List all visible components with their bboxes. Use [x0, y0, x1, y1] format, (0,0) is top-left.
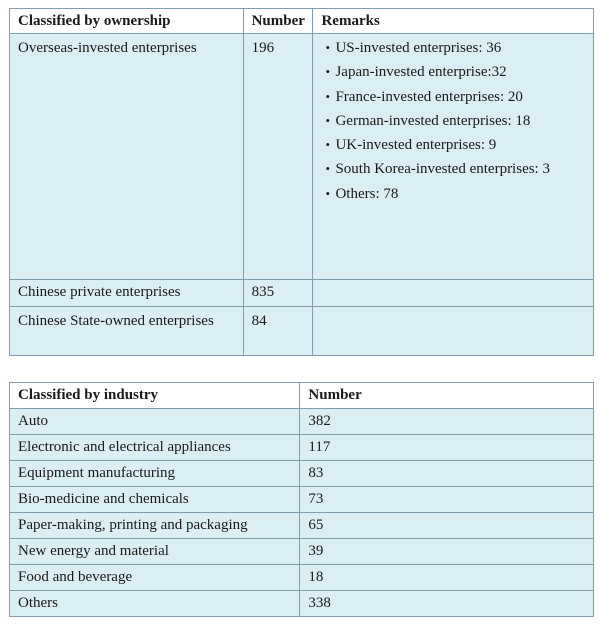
industry-name: New energy and material [10, 539, 300, 565]
ownership-number: 84 [243, 307, 313, 356]
ownership-remarks [313, 34, 594, 280]
table-row [10, 34, 594, 280]
table-row [10, 461, 594, 487]
industry-name: Others [10, 591, 300, 617]
header-classified-by-ownership: Classified by ownership [10, 9, 244, 34]
header-number: Number [243, 9, 313, 34]
list-item: • German-invested enterprises: 18 [325, 109, 585, 133]
industry-number: 65 [300, 513, 594, 539]
industry-name: Food and beverage [10, 565, 300, 591]
industry-name: Bio-medicine and chemicals [10, 487, 300, 513]
industry-number: 83 [300, 461, 594, 487]
table-row [10, 409, 594, 435]
list-item: • Others: 78 [325, 182, 585, 206]
industry-number: 117 [300, 435, 594, 461]
ownership-remarks [313, 280, 594, 307]
table-row [10, 487, 594, 513]
ownership-header-row [10, 9, 594, 34]
table-row [10, 539, 594, 565]
ownership-category: Overseas-invested enterprises [10, 34, 244, 280]
table-row [10, 591, 594, 617]
ownership-number: 835 [243, 280, 313, 307]
industry-number: 18 [300, 565, 594, 591]
ownership-table [9, 8, 594, 356]
list-item: • US-invested enterprises: 36 [325, 36, 585, 60]
ownership-remarks [313, 307, 594, 356]
list-item: • South Korea-invested enterprises: 3 [325, 157, 585, 181]
list-item: • UK-invested enterprises: 9 [325, 133, 585, 157]
header-remarks: Remarks [313, 9, 594, 34]
industry-number: 73 [300, 487, 594, 513]
table-row [10, 307, 594, 356]
ownership-category: Chinese private enterprises [10, 280, 244, 307]
industry-number: 338 [300, 591, 594, 617]
remarks-list [321, 36, 585, 206]
industry-name: Electronic and electrical appliances [10, 435, 300, 461]
table-row [10, 513, 594, 539]
industry-name: Paper-making, printing and packaging [10, 513, 300, 539]
ownership-number: 196 [243, 34, 313, 280]
header-classified-by-industry: Classified by industry [10, 383, 300, 409]
industry-header-row [10, 383, 594, 409]
industry-number: 39 [300, 539, 594, 565]
industry-table [9, 382, 594, 617]
header-number: Number [300, 383, 594, 409]
table-row [10, 435, 594, 461]
industry-name: Auto [10, 409, 300, 435]
industry-number: 382 [300, 409, 594, 435]
list-item: • Japan-invested enterprise:32 [325, 60, 585, 84]
industry-name: Equipment manufacturing [10, 461, 300, 487]
ownership-category: Chinese State-owned enterprises [10, 307, 244, 356]
table-row [10, 280, 594, 307]
list-item: • France-invested enterprises: 20 [325, 85, 585, 109]
table-row [10, 565, 594, 591]
